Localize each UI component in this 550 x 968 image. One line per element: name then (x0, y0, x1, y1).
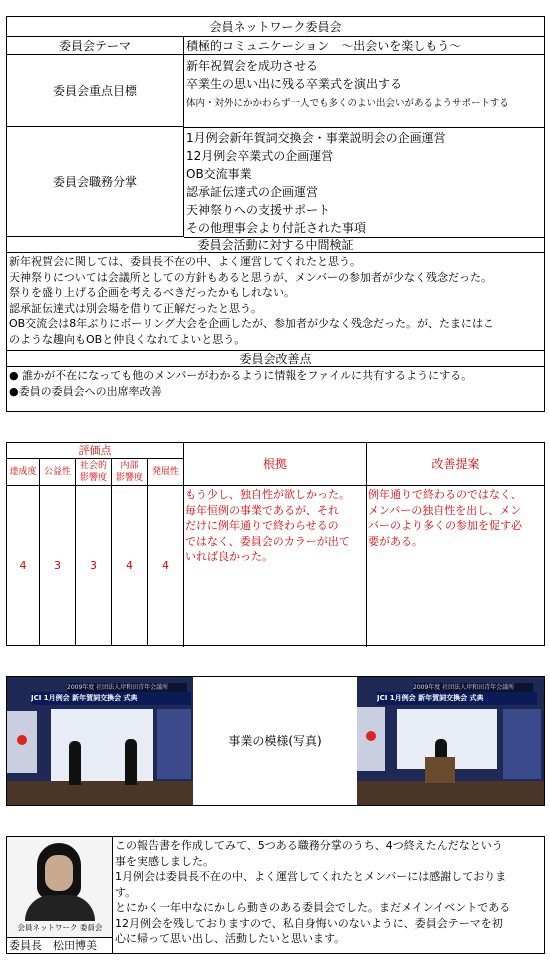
col-divider (111, 458, 112, 646)
duty-item: 天神祭りへの支援サポート (186, 203, 331, 217)
col-divider (147, 458, 148, 646)
row-divider (184, 127, 544, 128)
chair-photo (7, 837, 113, 937)
basis-header: 根拠 (262, 457, 287, 471)
photo1-top-text: 2009年度 社団法人岸和田青年会議所 (67, 683, 187, 692)
theme-label: 委員会テーマ (7, 37, 184, 55)
midterm-line: 新年祝賀会に関しては、委員長不在の中、よく運営してくれたと思う。 (9, 255, 361, 268)
podium (425, 757, 455, 783)
flag-circle (366, 731, 376, 741)
score-public-benefit: 3 (54, 559, 61, 572)
goal-item: 新年祝賀会を成功させる (186, 59, 319, 73)
col-divider (366, 443, 367, 647)
photo1-banner: JCI 1月例会 新年賀詞交換会 式典 (31, 692, 191, 705)
duty-item: 認承証伝達式の企画運営 (186, 185, 319, 199)
person-silhouette (69, 741, 81, 785)
midterm-line: 祭りを盛り上げる企画を考えるべきだったかもしれない。 (9, 286, 295, 299)
midterm-text (9, 254, 542, 347)
column-development: 発展性 (151, 467, 179, 477)
col-divider (39, 458, 40, 646)
column-internal-impact: 内部 影響度 (115, 461, 143, 483)
projection-screen (51, 709, 153, 781)
goals-list (186, 57, 542, 125)
duties-label: 委員会職務分掌 (7, 127, 184, 237)
photo2-top-text: 2009年度 社団法人岸和田青年会議所 (413, 683, 533, 692)
theme-value: 積極的コミュニケーション ～出会いを楽しもう～ (184, 37, 544, 55)
stage-floor (357, 781, 544, 805)
face-shape (45, 855, 73, 891)
bullet-icon: ● (9, 369, 19, 382)
event-photo-2 (357, 677, 544, 805)
photo2-banner: JCI 1月例会 新年賀詞交換会 式典 (377, 692, 537, 705)
col-divider (75, 458, 76, 646)
duty-item: 12月例会卒業式の企画運営 (186, 149, 334, 163)
midterm-line: 認承証伝達式は別会場を借りて正解だったと思う。 (9, 301, 262, 315)
duties-list (186, 129, 542, 235)
committee-title: 会員ネットワーク委員会 (7, 17, 544, 37)
improve-item: ● 誰かが不在になっても他のメンバーがわかるように情報をファイルに共有するようにする。 (9, 369, 473, 382)
midterm-line: OB交流会は8年ぶりにボーリング大会を企画したが、参加者が少なく残念だった。が、たまにはこ (9, 317, 494, 330)
report-text: この報告書を作成してみて、5つある職務分掌のうち、4つ終えたんだなという 事を実感しました。 1月例会は委員長不在の中、よく運営してくれたとメンバーには感謝しておりま す。 とにかく一年中なにかしら動きのある委員会でした。まだメインイベントである 12月例会を残しておりますので、私自身悔いのないように、委員会テーマを初 心に帰って思い出し、活動したいと思います。 (115, 839, 511, 945)
score-achievement: 4 (19, 559, 27, 572)
stage-banner (157, 709, 191, 779)
improve-list (9, 368, 542, 399)
committee-overview (6, 16, 545, 412)
column-social-impact: 社会的 影響度 (79, 461, 107, 483)
flag-circle (17, 735, 27, 745)
midterm-line: のような趣向もOBと仲良くなれてよいと思う。 (9, 332, 246, 346)
improve-title: 委員会改善点 (7, 350, 544, 367)
duty-item: その他理事会より付託された事項 (186, 221, 367, 235)
row-divider (7, 485, 544, 486)
photo-caption: 事業の模様(写真) (228, 734, 322, 748)
improve-item: ●委員の委員会への出席率改善 (9, 384, 162, 398)
score-internal-impact: 4 (126, 559, 133, 572)
duty-item: OB交流事業 (186, 167, 252, 181)
proposal-text: 例年通りで終わるのではなく、 メンバーの独自性を出し、メン バーのより多くの参加を促す必 要がある。 (368, 488, 522, 548)
col-divider (183, 443, 184, 647)
photo-section (6, 676, 545, 806)
report-section (6, 836, 545, 954)
score-development: 4 (162, 559, 169, 572)
committee-caption: 会員ネットワーク 委員会 (17, 923, 103, 932)
score-social-impact: 3 (90, 559, 97, 572)
midterm-title: 委員会活動に対する中間検証 (7, 237, 544, 253)
shoulders-shape (25, 895, 95, 921)
evaluation-table (6, 442, 545, 646)
bullet-icon: ● (9, 384, 19, 398)
person-silhouette (125, 739, 137, 785)
chair-name: 委員長 松田博美 (7, 937, 113, 953)
person-silhouette (435, 739, 447, 759)
proposal-header: 改善提案 (431, 457, 480, 471)
goal-item: 体内・対外にかかわらず一人でも多くのよい出会いがあるようサポートする (186, 98, 509, 109)
column-achievement: 達成度 (9, 467, 37, 477)
event-photo-1 (7, 677, 193, 805)
stage-banner (503, 709, 541, 779)
midterm-line: 天神祭りについては会議所としての方針もあると思うが、メンバーの参加者が少なく残念だった。 (9, 270, 493, 284)
goal-item: 卒業生の思い出に残る卒業式を演出する (186, 77, 403, 91)
goals-label: 委員会重点目標 (7, 55, 184, 127)
duty-item: 1月例会新年賀詞交換会・事業説明会の企画運営 (186, 131, 446, 145)
stage-floor (7, 781, 193, 805)
evaluation-header: 評価点 (78, 444, 112, 457)
basis-text: もう少し、独自性が欲しかった。 毎年恒例の事業であるが、それ だけに例年通りで終わらせるの ではなく、委員会のカラーが出て いれば良かった。 (185, 488, 350, 563)
column-public-benefit: 公益性 (43, 467, 71, 477)
